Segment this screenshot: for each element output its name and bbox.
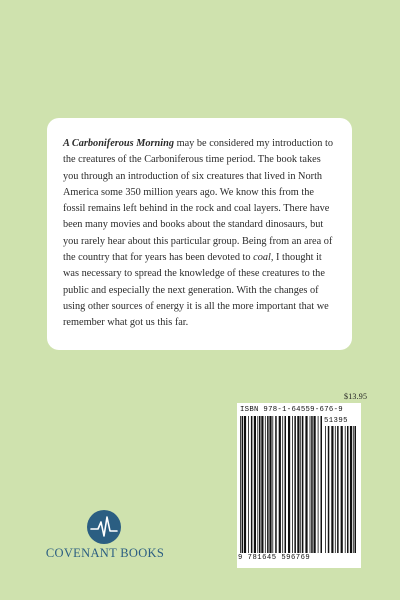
publisher-name: COVENANT BOOKS xyxy=(45,546,165,560)
barcode-bar xyxy=(331,426,333,553)
barcode-bar xyxy=(279,416,281,553)
isbn-number: ISBN 978-1-64559-676-9 xyxy=(240,406,343,414)
barcode-bar xyxy=(242,416,244,553)
barcode-bar xyxy=(328,426,330,553)
publisher-logo xyxy=(40,509,170,569)
back-cover-blurb xyxy=(47,118,352,350)
barcode-bar xyxy=(341,426,343,553)
barcode-bar xyxy=(275,416,277,553)
addon-bars xyxy=(325,426,359,553)
blurb-part-1: may be considered my introduction to the creatures of the Carboniferous time period. The book takes you through an introduction of six creatures that lived in North America some 350 million years ago. We know this from the fossil remains left behind in the rock and coal layers. There have been many movies and books about the standard dinosaurs, but you rarely hear about this particular group. Being from an area of the country that for years has been devoted to xyxy=(63,138,334,264)
barcode-bar xyxy=(345,426,346,553)
barcode-bar xyxy=(318,416,319,553)
barcode-bar xyxy=(321,416,323,553)
barcode-bar xyxy=(282,416,283,553)
barcode-bar xyxy=(355,426,357,553)
covenant-logo-icon xyxy=(86,509,122,545)
barcode-bar xyxy=(294,416,296,553)
barcode-bar xyxy=(285,416,287,553)
barcode-bar xyxy=(302,416,304,553)
ean-number: 9 781645 596769 xyxy=(238,554,311,562)
barcode-bar xyxy=(311,416,313,553)
barcode-bar xyxy=(254,416,256,553)
barcode-bar xyxy=(310,416,311,553)
barcode-bar xyxy=(267,416,269,553)
barcode-bar xyxy=(314,416,316,553)
price-label: $13.95 xyxy=(344,392,368,401)
barcode-bar xyxy=(248,416,249,553)
barcode-bar xyxy=(353,426,354,553)
barcode-bar xyxy=(240,416,241,553)
barcode-bar xyxy=(272,416,273,553)
barcode-bar xyxy=(325,426,326,553)
barcode-bar xyxy=(261,416,263,553)
barcode-bar xyxy=(265,416,266,553)
book-title: A Carboniferous Morning xyxy=(63,138,175,149)
blurb-text xyxy=(63,136,338,332)
isbn-barcode xyxy=(237,403,361,568)
barcode-bar xyxy=(259,416,261,553)
barcode-bar xyxy=(269,416,271,553)
barcode-bar xyxy=(350,426,352,553)
barcode-bar xyxy=(305,416,307,553)
barcode-bar xyxy=(300,416,301,553)
barcode-bar xyxy=(288,416,290,553)
blurb-coal: coal, xyxy=(253,252,274,264)
barcode-bar xyxy=(251,416,253,553)
barcode-bar xyxy=(337,426,339,553)
barcode-bar xyxy=(244,416,246,553)
barcode-bar xyxy=(335,426,336,553)
barcode-bar xyxy=(297,416,299,553)
price-addon-code: 51395 xyxy=(324,417,348,425)
ean-bars xyxy=(240,416,322,553)
barcode-bar xyxy=(257,416,258,553)
barcode-bar xyxy=(292,416,293,553)
blurb-part-2: I thought it was necessary to spread the knowledge of these creatures to the public and especially the next generation. With the changes of using other sources of energy it is all the more important that we remember what got us this far. xyxy=(63,252,329,329)
barcode-bar xyxy=(347,426,349,553)
